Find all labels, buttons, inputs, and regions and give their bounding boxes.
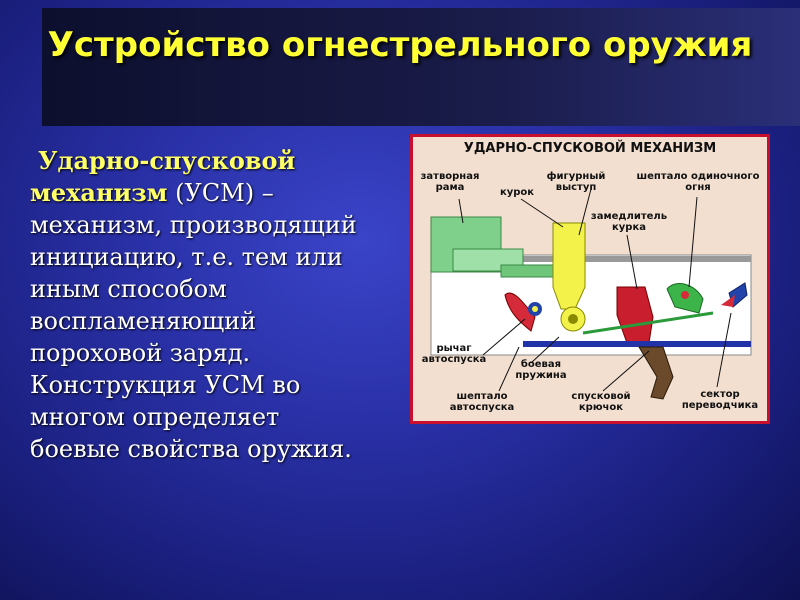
label-selector-sector: сектор переводчика [681, 389, 759, 411]
diagram-title: УДАРНО-СПУСКОВОЙ МЕХАНИЗМ [463, 141, 717, 156]
trigger-base-bar [523, 341, 751, 347]
label-shaped-protrusion: фигурный выступ [546, 171, 606, 193]
label-mainspring: боевая пружина [515, 359, 567, 381]
slide-title: Устройство огнестрельного оружия [47, 25, 753, 65]
definition-text: механизм, производящий инициацию, т.е. тем или иным способом воспламеняющий пороховой заряд. Конструкция УСМ во многом определяет боевые свойства оружия. [30, 211, 357, 463]
hammer-shape [553, 223, 585, 309]
label-hammer: курок [499, 187, 535, 198]
label-hammer-decelerator: замедлитель курка [590, 211, 668, 233]
trigger-mechanism-diagram [410, 134, 770, 424]
label-auto-release-lever: рычаг автоспуска [421, 343, 487, 365]
definition-abbr: (УСМ) – [167, 179, 274, 207]
label-single-fire-sear: шептало одиночного огня [636, 171, 760, 193]
label-bolt-carrier: затворная рама [420, 171, 480, 193]
definition-term: Ударно-спусковой механизм [30, 146, 296, 207]
label-trigger: спусковой крючок [571, 391, 631, 413]
body-text [30, 145, 370, 465]
label-auto-sear: шептало автоспуска [449, 391, 515, 413]
